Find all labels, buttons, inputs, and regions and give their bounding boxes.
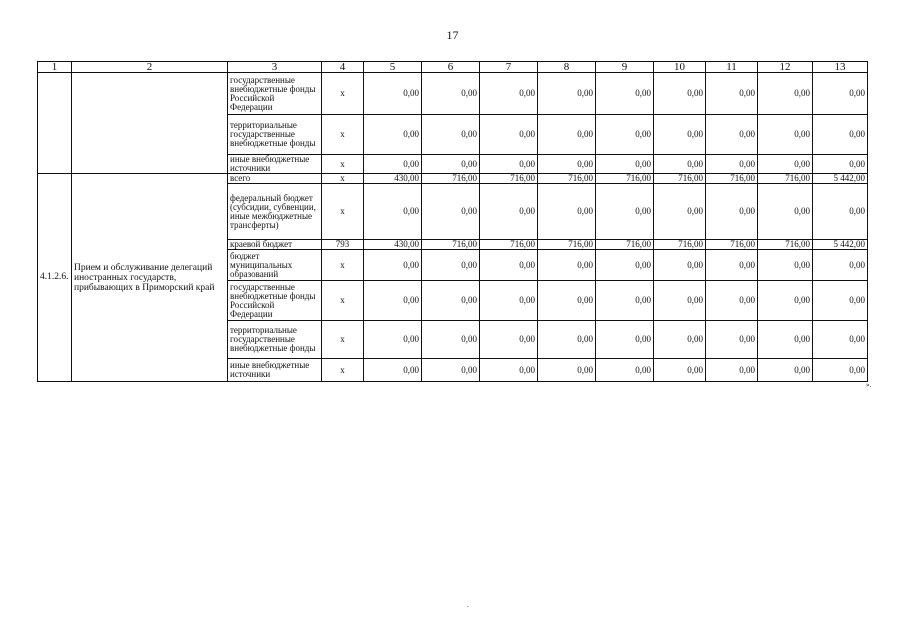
- amount-cell: 0,00: [758, 115, 813, 155]
- amount-cell: 0,00: [813, 184, 868, 240]
- amount-cell: 716,00: [480, 240, 538, 250]
- column-number: 1: [38, 62, 72, 73]
- amount-cell: 0,00: [596, 155, 654, 174]
- budget-table-body: [38, 62, 868, 382]
- funding-source-cell: территориальные государственные внебюджетные фонды: [228, 321, 322, 359]
- amount-cell: 430,00: [364, 174, 422, 184]
- table-row: [38, 174, 868, 184]
- amount-cell: 0,00: [364, 155, 422, 174]
- administrator-code-cell: х: [322, 174, 364, 184]
- amount-cell: 716,00: [538, 174, 596, 184]
- administrator-code-cell: 793: [322, 240, 364, 250]
- amount-cell: 0,00: [706, 281, 758, 321]
- page-bottom-mark: .: [467, 601, 469, 609]
- amount-cell: 0,00: [422, 321, 480, 359]
- amount-cell: 0,00: [364, 281, 422, 321]
- page-number: 17: [446, 28, 459, 42]
- amount-cell: 0,00: [758, 281, 813, 321]
- amount-cell: 0,00: [596, 359, 654, 382]
- amount-cell: 716,00: [654, 240, 706, 250]
- amount-cell: 0,00: [654, 155, 706, 174]
- funding-source-cell: иные внебюджетные источники: [228, 359, 322, 382]
- closing-quote-mark: ».: [866, 381, 872, 389]
- amount-cell: 0,00: [654, 184, 706, 240]
- item-name-cell: [72, 73, 228, 174]
- amount-cell: 0,00: [422, 281, 480, 321]
- amount-cell: 0,00: [422, 184, 480, 240]
- column-number: 12: [758, 62, 813, 73]
- amount-cell: 0,00: [596, 281, 654, 321]
- amount-cell: 0,00: [422, 155, 480, 174]
- amount-cell: 0,00: [596, 115, 654, 155]
- column-number-header-row: [38, 62, 868, 73]
- amount-cell: 716,00: [758, 240, 813, 250]
- funding-source-cell: иные внебюджетные источники: [228, 155, 322, 174]
- amount-cell: 0,00: [813, 73, 868, 115]
- administrator-code-cell: х: [322, 115, 364, 155]
- administrator-code-cell: х: [322, 321, 364, 359]
- funding-source-cell: государственные внебюджетные фонды Российской Федерации: [228, 281, 322, 321]
- amount-cell: 716,00: [596, 174, 654, 184]
- administrator-code-cell: х: [322, 250, 364, 281]
- item-name-cell: Прием и обслуживание делегаций иностранных государств, прибывающих в Приморский край: [72, 174, 228, 382]
- amount-cell: 0,00: [422, 359, 480, 382]
- column-number: 3: [228, 62, 322, 73]
- amount-cell: 0,00: [758, 73, 813, 115]
- amount-cell: 0,00: [758, 321, 813, 359]
- column-number: 11: [706, 62, 758, 73]
- amount-cell: 0,00: [706, 155, 758, 174]
- amount-cell: 0,00: [758, 359, 813, 382]
- administrator-code-cell: х: [322, 184, 364, 240]
- column-number: 5: [364, 62, 422, 73]
- amount-cell: 0,00: [480, 155, 538, 174]
- amount-cell: 0,00: [538, 250, 596, 281]
- funding-source-cell: краевой бюджет: [228, 240, 322, 250]
- amount-cell: 0,00: [813, 281, 868, 321]
- amount-cell: 0,00: [480, 359, 538, 382]
- administrator-code-cell: х: [322, 281, 364, 321]
- administrator-code-cell: х: [322, 73, 364, 115]
- amount-cell: 0,00: [364, 115, 422, 155]
- funding-source-cell: бюджет муниципальных образований: [228, 250, 322, 281]
- amount-cell: 0,00: [480, 115, 538, 155]
- amount-cell: 0,00: [758, 250, 813, 281]
- amount-cell: 0,00: [538, 73, 596, 115]
- item-code-cell: 4.1.2.6.: [38, 174, 72, 382]
- amount-cell: 0,00: [706, 115, 758, 155]
- amount-cell: 0,00: [813, 359, 868, 382]
- item-code-cell: [38, 73, 72, 174]
- amount-cell: 0,00: [654, 321, 706, 359]
- amount-cell: 0,00: [422, 250, 480, 281]
- amount-cell: 0,00: [596, 184, 654, 240]
- amount-cell: 0,00: [480, 250, 538, 281]
- amount-cell: 5 442,00: [813, 240, 868, 250]
- amount-cell: 0,00: [706, 359, 758, 382]
- amount-cell: 0,00: [706, 184, 758, 240]
- amount-cell: 0,00: [758, 184, 813, 240]
- amount-cell: 0,00: [596, 321, 654, 359]
- amount-cell: 0,00: [758, 155, 813, 174]
- column-number: 13: [813, 62, 868, 73]
- amount-cell: 0,00: [813, 115, 868, 155]
- column-number: 2: [72, 62, 228, 73]
- amount-cell: 0,00: [813, 155, 868, 174]
- amount-cell: 0,00: [364, 321, 422, 359]
- column-number: 6: [422, 62, 480, 73]
- administrator-code-cell: х: [322, 155, 364, 174]
- amount-cell: 0,00: [538, 281, 596, 321]
- funding-source-cell: территориальные государственные внебюджетные фонды: [228, 115, 322, 155]
- amount-cell: 0,00: [364, 359, 422, 382]
- table-row: [38, 73, 868, 115]
- amount-cell: 0,00: [596, 73, 654, 115]
- amount-cell: 0,00: [706, 321, 758, 359]
- funding-source-cell: государственные внебюджетные фонды Российской Федерации: [228, 73, 322, 115]
- amount-cell: 716,00: [654, 174, 706, 184]
- amount-cell: 0,00: [706, 250, 758, 281]
- funding-source-cell: всего: [228, 174, 322, 184]
- amount-cell: 0,00: [654, 250, 706, 281]
- amount-cell: 0,00: [654, 73, 706, 115]
- amount-cell: 0,00: [364, 250, 422, 281]
- column-number: 10: [654, 62, 706, 73]
- amount-cell: 0,00: [480, 184, 538, 240]
- amount-cell: 0,00: [538, 115, 596, 155]
- amount-cell: 716,00: [758, 174, 813, 184]
- amount-cell: 0,00: [480, 321, 538, 359]
- amount-cell: 0,00: [813, 321, 868, 359]
- amount-cell: 0,00: [596, 250, 654, 281]
- amount-cell: 0,00: [654, 281, 706, 321]
- amount-cell: 0,00: [654, 115, 706, 155]
- amount-cell: 0,00: [480, 73, 538, 115]
- budget-table: [37, 61, 868, 382]
- amount-cell: 0,00: [813, 250, 868, 281]
- amount-cell: 716,00: [480, 174, 538, 184]
- amount-cell: 0,00: [538, 321, 596, 359]
- column-number: 9: [596, 62, 654, 73]
- amount-cell: 716,00: [422, 240, 480, 250]
- amount-cell: 716,00: [596, 240, 654, 250]
- amount-cell: 0,00: [364, 73, 422, 115]
- amount-cell: 0,00: [364, 184, 422, 240]
- amount-cell: 430,00: [364, 240, 422, 250]
- amount-cell: 5 442,00: [813, 174, 868, 184]
- amount-cell: 0,00: [654, 359, 706, 382]
- amount-cell: 0,00: [706, 73, 758, 115]
- amount-cell: 0,00: [538, 155, 596, 174]
- amount-cell: 716,00: [706, 174, 758, 184]
- amount-cell: 0,00: [422, 115, 480, 155]
- amount-cell: 0,00: [480, 281, 538, 321]
- column-number: 7: [480, 62, 538, 73]
- funding-source-cell: федеральный бюджет (субсидии, субвенции, иные межбюджетные трансферты): [228, 184, 322, 240]
- column-number: 8: [538, 62, 596, 73]
- amount-cell: 716,00: [538, 240, 596, 250]
- amount-cell: 0,00: [538, 184, 596, 240]
- administrator-code-cell: х: [322, 359, 364, 382]
- amount-cell: 716,00: [706, 240, 758, 250]
- amount-cell: 0,00: [538, 359, 596, 382]
- amount-cell: 716,00: [422, 174, 480, 184]
- amount-cell: 0,00: [422, 73, 480, 115]
- column-number: 4: [322, 62, 364, 73]
